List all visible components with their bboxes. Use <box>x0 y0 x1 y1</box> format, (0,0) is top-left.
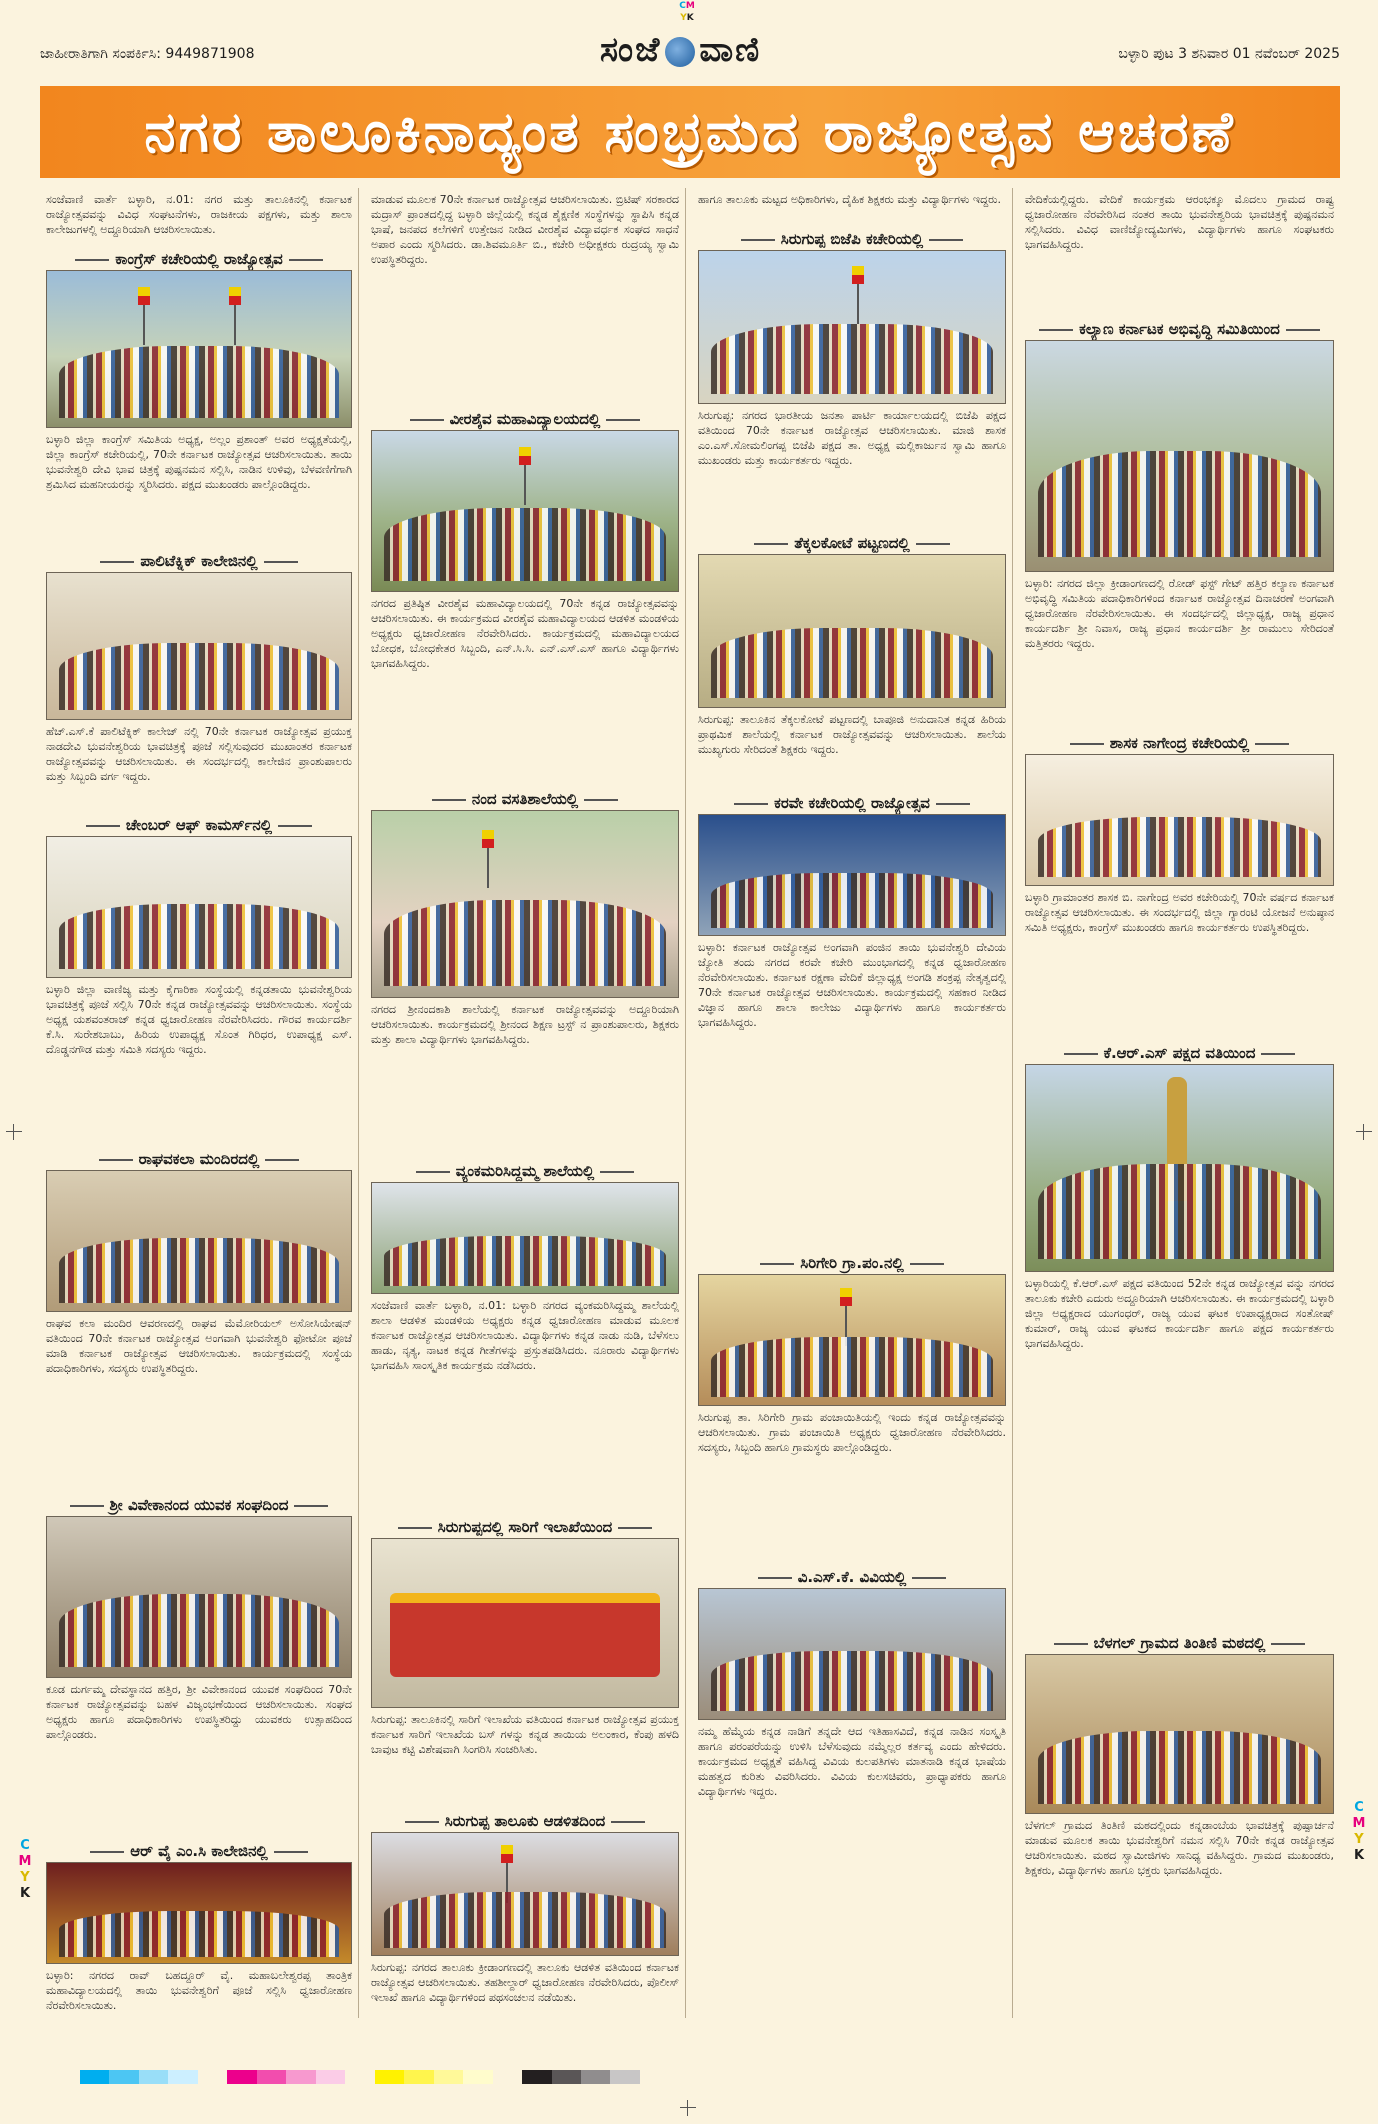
event-photo <box>698 814 1006 936</box>
event-photo <box>1025 1064 1334 1272</box>
column-1 <box>40 188 359 2018</box>
event-photo <box>698 554 1006 708</box>
people-group <box>59 904 339 968</box>
article-text: ರಾಘವ ಕಲಾ ಮಂದಿರ ಆವರಣದಲ್ಲಿ ರಾಘವ ಮೆಮೋರಿಯಲ್ ಅಸೋಸಿಯೇಷನ್ ವತಿಯಿಂದ 70ನೇ ಕರ್ನಾಟಕ ರಾಜ್ಯೋತ್ಸವ ಅಂಗವಾಗಿ ಭುವನೇಶ್ವರಿ ಫೋಟೋ ಪೂಜೆ ಮಾಡಿ ಕರ್ನಾಟಕ ರಾಜ್ಯೋತ್ಸವ ಆಚರಿಸಲಾಯಿತು. ಕಾರ್ಯಕ್ರಮದಲ್ಲಿ ಸಂಸ್ಥೆಯ ಪದಾಧಿಕಾರಿಗಳು, ಸದಸ್ಯರು ಉಪಸ್ಥಿತರಿದ್ದರು. <box>46 1317 352 1375</box>
section-heading: ರಾಘವಕಲಾ ಮಂದಿರದಲ್ಲಿ <box>46 1150 352 1168</box>
people-group <box>384 1236 666 1287</box>
event-photo <box>1025 340 1334 572</box>
event-photo <box>46 572 352 720</box>
masthead <box>40 28 1340 82</box>
event-photo <box>46 1516 352 1678</box>
event-photo <box>371 1832 679 1956</box>
flag-icon <box>138 287 150 305</box>
people-group <box>384 900 666 986</box>
dateline: ಬಳ್ಳಾರಿ ಪುಟ 3 ಶನಿವಾರ 01 ನವೆಂಬರ್ 2025 <box>1118 46 1340 62</box>
event-photo <box>371 1182 679 1294</box>
section-heading: ಕೆ.ಆರ್.ಎಸ್ ಪಕ್ಷದ ವತಿಯಿಂದ <box>1025 1044 1334 1062</box>
flag-icon <box>852 266 864 284</box>
section-heading: ವಿ.ಎಸ್.ಕೆ. ವಿವಿಯಲ್ಲಿ <box>698 1568 1006 1586</box>
section-heading: ಸಿರಿಗೇರಿ ಗ್ರಾ.ಪಂ.ನಲ್ಲಿ <box>698 1254 1006 1272</box>
event-photo <box>46 270 352 428</box>
event-photo <box>698 1274 1006 1406</box>
people-group <box>59 1238 339 1302</box>
people-group <box>711 324 993 394</box>
people-group <box>59 643 339 710</box>
event-photo <box>46 836 352 978</box>
flag-icon <box>229 287 241 305</box>
flag-icon <box>840 1288 852 1306</box>
section-heading: ಕಲ್ಯಾಣ ಕರ್ನಾಟಕ ಅಭಿವೃದ್ಧಿ ಸಮಿತಿಯಿಂದ <box>1025 320 1334 338</box>
event-photo <box>698 250 1006 404</box>
decorated-bus <box>390 1593 659 1677</box>
article-text: ನಗರದ ಪ್ರತಿಷ್ಠಿತ ವೀರಶೈವ ಮಹಾವಿದ್ಯಾಲಯದಲ್ಲಿ 70ನೇ ಕನ್ನಡ ರಾಜ್ಯೋತ್ಸವವನ್ನು ಆಚರಿಸಲಾಯಿತು. ಈ ಕಾರ್ಯಕ್ರಮದ ವೀರಶೈವ ಮಹಾವಿದ್ಯಾಲಯದ ಆಡಳಿತ ಮಂಡಳಿಯ ಅಧ್ಯಕ್ಷರು ಧ್ವಜಾರೋಹಣ ನೆರವೇರಿಸಿದರು. ಕಾರ್ಯಕ್ರಮದಲ್ಲಿ ಮಹಾವಿದ್ಯಾಲಯದ ಬೋಧಕ, ಬೋಧಕೇತರ ಸಿಬ್ಬಂದಿ, ಎನ್.ಸಿ.ಸಿ. ಎನ್.ಎಸ್.ಎಸ್ ಹಾಗೂ ವಿದ್ಯಾರ್ಥಿಗಳು ಭಾಗವಹಿಸಿದ್ದರು. <box>371 597 679 670</box>
people-group <box>59 346 339 418</box>
event-photo <box>46 1170 352 1312</box>
event-photo <box>1025 754 1334 886</box>
flag-icon <box>519 447 531 465</box>
section-heading: ನಂದ ವಸತಿಶಾಲೆಯಲ್ಲಿ <box>371 790 679 808</box>
people-group <box>711 1337 993 1397</box>
column-2 <box>365 188 686 2018</box>
article-text: ಸಿರುಗುಪ್ಪ: ತಾಲೂಕಿನಲ್ಲಿ ಸಾರಿಗೆ ಇಲಾಖೆಯ ವತಿಯಿಂದ ಕರ್ನಾಟಕ ರಾಜ್ಯೋತ್ಸವ ಪ್ರಯುಕ್ತ ಕರ್ನಾಟಕ ಸಾರಿಗೆ ಇಲಾಖೆಯ ಬಸ್ ಗಳನ್ನು ಕನ್ನಡ ತಾಯಿಯ ಅಲಂಕಾರ, ಕೆಂಪು ಹಳದಿ ಬಾವುಟ ಕಟ್ಟಿ ವಿಶೇಷವಾಗಿ ಸಿಂಗರಿಸಿ ಸಂಚರಿಸಿತು. <box>371 1713 679 1756</box>
people-group <box>1038 817 1320 877</box>
article-text: ಬಳ್ಳಾರಿ ಜಿಲ್ಲಾ ಕಾಂಗ್ರೆಸ್ ಸಮಿತಿಯ ಅಧ್ಯಕ್ಷ, ಅಲ್ಲಂ ಪ್ರಶಾಂತ್ ಅವರ ಅಧ್ಯಕ್ಷತೆಯಲ್ಲಿ, ಜಿಲ್ಲಾ ಕಾಂಗ್ರೆಸ್ ಕಚೇರಿಯಲ್ಲಿ, 70ನೇ ಕರ್ನಾಟಕ ರಾಜ್ಯೋತ್ಸವ ಆಚರಿಸಲಾಯಿತು. ತಾಯಿ ಭುವನೇಶ್ವರಿ ದೇವಿ ಭಾವ ಚಿತ್ರಕ್ಕೆ ಪುಷ್ಪನಮನ ಸಲ್ಲಿಸಿ, ನಾಡಿನ ಉಳಿವು, ಬೆಳವಣಿಗೆಗಾಗಿ ಶ್ರಮಿಸಿದ ಮಹನೀಯರನ್ನು ಸ್ಮರಿಸಿದರು. ಪಕ್ಷದ ಮುಖಂಡರು ಪಾಲ್ಗೊಂಡಿದ್ದರು. <box>46 433 352 491</box>
column-4 <box>1019 188 1340 2018</box>
article-text: ಹೆಚ್.ಎಸ್.ಕೆ ಪಾಲಿಟೆಕ್ನಿಕ್ ಕಾಲೇಜ್ ನಲ್ಲಿ 70ನೇ ಕರ್ನಾಟಕ ರಾಜ್ಯೋತ್ಸವ ಪ್ರಯುಕ್ತ ನಾಡದೇವಿ ಭುವನೇಶ್ವರಿಯ ಭಾವಚಿತ್ರಕ್ಕೆ ಪೂಜೆ ಸಲ್ಲಿಸುವುದರ ಮುಖಾಂತರ ಕರ್ನಾಟಕ ರಾಜ್ಯೋತ್ಸವವನ್ನು ಆಚರಿಸಲಾಯಿತು. ಈ ಸಂದರ್ಭದಲ್ಲಿ ಕಾಲೇಜಿನ ಪ್ರಾಂಶುಪಾಲರು ಮತ್ತು ಸಿಬ್ಬಂದಿ ವರ್ಗ ಇದ್ದರು. <box>46 725 352 783</box>
people-group <box>711 628 993 698</box>
article-text: ಸಿರುಗುಪ್ಪ ತಾ. ಸಿರಿಗೇರಿ ಗ್ರಾಮ ಪಂಚಾಯಿತಿಯಲ್ಲಿ ಇಂದು ಕನ್ನಡ ರಾಜ್ಯೋತ್ಸವವನ್ನು ಆಚರಿಸಲಾಯಿತು. ಗ್ರಾಮ ಪಂಚಾಯಿತಿ ಅಧ್ಯಕ್ಷರು ಧ್ವಜಾರೋಹಣ ನೆರವೇರಿಸಿದರು. ಸದಸ್ಯರು, ಸಿಬ್ಬಂದಿ ಹಾಗೂ ಗ್ರಾಮಸ್ಥರು ಪಾಲ್ಗೊಂಡಿದ್ದರು. <box>698 1411 1006 1454</box>
section-heading: ಕರವೇ ಕಚೇರಿಯಲ್ಲಿ ರಾಜ್ಯೋತ್ಸವ <box>698 794 1006 812</box>
article-text: ಬಳ್ಳಾರಿ ಜಿಲ್ಲಾ ವಾಣಿಜ್ಯ ಮತ್ತು ಕೈಗಾರಿಕಾ ಸಂಸ್ಥೆಯಲ್ಲಿ ಕನ್ನಡತಾಯಿ ಭುವನೇಶ್ವರಿಯ ಭಾವಚಿತ್ರಕ್ಕೆ ಪೂಜೆ ಸಲ್ಲಿಸಿ 70ನೇ ಕನ್ನಡ ರಾಜ್ಯೋತ್ಸವವನ್ನು ಆಚರಿಸಲಾಯಿತು. ಸಂಸ್ಥೆಯ ಅಧ್ಯಕ್ಷ ಯಶವಂತರಾಜ್ ಕನ್ನಡ ಧ್ವಜಾರೋಹಣ ನೆರವೇರಿಸಿದರು. ಗೌರವ ಕಾರ್ಯದರ್ಶಿ ಕೆ.ಸಿ. ಸುರೇಶಬಾಬು, ಹಿರಿಯ ಉಪಾಧ್ಯಕ್ಷ ಸೊಂತ ಗಿರಿಧರ, ಉಪಾಧ್ಯಕ್ಷ ಎಸ್. ದೊಡ್ಡನಗೌಡ ಮತ್ತು ಸಮಿತಿ ಸದಸ್ಯರು ಇದ್ದರು. <box>46 983 352 1056</box>
people-group <box>1038 1731 1320 1804</box>
event-photo <box>698 1588 1006 1720</box>
article-columns <box>40 188 1340 2018</box>
section-heading: ಬೆಳಗಲ್ ಗ್ರಾಮದ ತಿಂತಿಣಿ ಮಠದಲ್ಲಿ <box>1025 1634 1334 1652</box>
section-heading: ಸಿರುಗುಪ್ಪ ತಾಲೂಕು ಆಡಳಿತದಿಂದ <box>371 1812 679 1830</box>
people-group <box>59 1911 339 1957</box>
people-group <box>711 873 993 928</box>
section-heading: ತೆಕ್ಕಲಕೋಟೆ ಪಟ್ಟಣದಲ್ಲಿ <box>698 534 1006 552</box>
globe-icon <box>665 37 695 67</box>
article-text: ನಮ್ಮ ಹೆಮ್ಮೆಯ ಕನ್ನಡ ನಾಡಿಗೆ ತನ್ನದೇ ಆದ ಇತಿಹಾಸವಿದೆ, ಕನ್ನಡ ನಾಡಿನ ಸಂಸ್ಕೃತಿ ಹಾಗೂ ಪರಂಪರೆಯನ್ನು ಉಳಿಸಿ ಬೆಳೆಸುವುದು ನಮ್ಮೆಲ್ಲರ ಕರ್ತವ್ಯ ಎಂದು ಹೇಳಿದರು. ಕಾರ್ಯಕ್ರಮದ ಅಧ್ಯಕ್ಷತೆ ವಹಿಸಿದ್ದ ವಿವಿಯ ಕುಲಪತಿಗಳು ಮಾತನಾಡಿ ಕನ್ನಡ ಭಾಷೆಯ ಮಹತ್ವದ ಕುರಿತು ವಿವರಿಸಿದರು. ವಿವಿಯ ಕುಲಸಚಿವರು, ಪ್ರಾಧ್ಯಾಪಕರು ಹಾಗೂ ವಿದ್ಯಾರ್ಥಿಗಳು ಇದ್ದರು. <box>698 1725 1006 1798</box>
article-text: ಬಳ್ಳಾರಿಯಲ್ಲಿ ಕೆ.ಆರ್.ಎಸ್ ಪಕ್ಷದ ವತಿಯಿಂದ 52ನೇ ಕನ್ನಡ ರಾಜ್ಯೋತ್ಸವ ವನ್ನು ನಗರದ ತಾಲೂಕು ಕಚೇರಿ ಎದುರು ಅದ್ದೂರಿಯಾಗಿ ಆಚರಿಸಲಾಯಿತು. ಈ ಕಾರ್ಯಕ್ರಮದಲ್ಲಿ ಬಳ್ಳಾರಿ ಜಿಲ್ಲಾ ಅಧ್ಯಕ್ಷರಾದ ಯುಗಂಧರ್, ರಾಜ್ಯ ಯುವ ಘಟಕ ಉಪಾಧ್ಯಕ್ಷರಾದ ಸಂತೋಷ್ ಕುಮಾರ್, ರಾಜ್ಯ ಯುವ ಘಟಕದ ಕಾರ್ಯದರ್ಶಿ ಹಾಗೂ ಪಕ್ಷದ ಕಾರ್ಯಕರ್ತರು ಭಾಗವಹಿಸಿದ್ದರು. <box>1025 1277 1334 1350</box>
people-group <box>384 1892 666 1948</box>
color-calibration-strip <box>80 2070 640 2084</box>
section-heading: ಶಾಸಕ ನಾಗೇಂದ್ರ ಕಚೇರಿಯಲ್ಲಿ <box>1025 734 1334 752</box>
section-heading: ಸಿರುಗುಪ್ಪದಲ್ಲಿ ಸಾರಿಗೆ ಇಲಾಖೆಯಿಂದ <box>371 1518 679 1536</box>
people-group <box>711 1651 993 1711</box>
event-photo <box>1025 1654 1334 1814</box>
people-group <box>1038 451 1320 557</box>
column-3 <box>692 188 1013 2018</box>
people-group <box>1038 1164 1320 1259</box>
section-heading: ಪಾಲಿಟೆಕ್ನಿಕ್ ಕಾಲೇಜಿನಲ್ಲಿ <box>46 552 352 570</box>
registration-mark <box>680 2100 696 2116</box>
article-text: ಸಂಜೆವಾಣಿ ವಾರ್ತೆ ಬಳ್ಳಾರಿ, ನ.01: ನಗರ ಮತ್ತು ತಾಲೂಕಿನಲ್ಲಿ ಕರ್ನಾಟಕ ರಾಜ್ಯೋತ್ಸವವನ್ನು ವಿವಿಧ ಸಂಘಟನೆಗಳು, ರಾಜಕೀಯ ಪಕ್ಷಗಳು, ಮತ್ತು ಶಾಲಾ ಕಾಲೇಜುಗಳಲ್ಲಿ ಅದ್ದೂರಿಯಾಗಿ ಆಚರಿಸಲಾಯಿತು. <box>46 193 352 236</box>
section-heading: ವೀರಶೈವ ಮಹಾವಿದ್ಯಾಲಯದಲ್ಲಿ <box>371 410 679 428</box>
article-text: ಬಳ್ಳಾರಿ: ಕರ್ನಾಟಕ ರಾಜ್ಯೋತ್ಸವ ಅಂಗವಾಗಿ ಪಂಜಿನ ತಾಯಿ ಭುವನೇಶ್ವರಿ ದೇವಿಯ ಜ್ಯೋತಿ ತಂದು ನಗರದ ಕರವೇ ಕಚೇರಿ ಮುಂಭಾಗದಲ್ಲಿ ಕನ್ನಡ ಧ್ವಜಾರೋಹಣ ನೆರವೇರಿಸಲಾಯಿತು. ಕರ್ನಾಟಕ ರಕ್ಷಣಾ ವೇದಿಕೆ ಜಿಲ್ಲಾಧ್ಯಕ್ಷ ಅಂಗಡಿ ಶಂಕ್ರಪ್ಪ ನೇತೃತ್ವದಲ್ಲಿ 70ನೇ ಕರ್ನಾಟಕ ರಾಜ್ಯೋತ್ಸವ ಆಚರಿಸಲಾಯಿತು. ಕಾರ್ಯಕ್ರಮದಲ್ಲಿ ಸಹಕಾರ ನೀಡಿದ ವಿಜ್ಞಾನ ಹಾಗೂ ಶಾಲಾ ಕಾಲೇಜು ವಿದ್ಯಾರ್ಥಿಗಳು ಹಾಗೂ ಕಾರ್ಯಕರ್ತರು ಭಾಗವಹಿಸಿದ್ದರು. <box>698 941 1006 1029</box>
article-text: ಹಾಗೂ ತಾಲೂಕು ಮಟ್ಟದ ಅಧಿಕಾರಿಗಳು, ದೈಹಿಕ ಶಿಕ್ಷಕರು ಮತ್ತು ವಿದ್ಯಾರ್ಥಿಗಳು ಇದ್ದರು. <box>698 193 1001 206</box>
article-text: ಬಳ್ಳಾರಿ ಗ್ರಾಮಾಂತರ ಶಾಸಕ ಬಿ. ನಾಗೇಂದ್ರ ಅವರ ಕಚೇರಿಯಲ್ಲಿ 70ನೇ ವರ್ಷದ ಕರ್ನಾಟಕ ರಾಜ್ಯೋತ್ಸವ ಆಚರಿಸಲಾಯಿತು. ಈ ಸಂದರ್ಭದಲ್ಲಿ ಜಿಲ್ಲಾ ಗ್ಯಾರಂಟಿ ಯೋಜನೆ ಅನುಷ್ಠಾನ ಸಮಿತಿ ಅಧ್ಯಕ್ಷರು, ಕಾಂಗ್ರೆಸ್ ಮುಖಂಡರು ಹಾಗೂ ಕಾರ್ಯಕರ್ತರು ಉಪಸ್ಥಿತರಿದ್ದರು. <box>1025 891 1334 934</box>
article-text: ಕೂಡ ದುರ್ಗಮ್ಮ ದೇವಸ್ಥಾನದ ಹತ್ತಿರ, ಶ್ರೀ ವಿವೇಕಾನಂದ ಯುವಕ ಸಂಘದಿಂದ 70ನೇ ಕರ್ನಾಟಕ ರಾಜ್ಯೋತ್ಸವವನ್ನು ಬಹಳ ವಿಜೃಂಭಣೆಯಿಂದ ಆಚರಿಸಲಾಯಿತು. ಸಂಘದ ಅಧ್ಯಕ್ಷರು ಹಾಗೂ ಪದಾಧಿಕಾರಿಗಳು ಉಪಸ್ಥಿತರಿದ್ದು ಯುವಕರು ಉತ್ಸಾಹದಿಂದ ಪಾಲ್ಗೊಂಡರು. <box>46 1683 352 1741</box>
article-text: ಸಿರುಗುಪ್ಪ: ತಾಲೂಕಿನ ತೆಕ್ಕಲಕೋಟೆ ಪಟ್ಟಣದಲ್ಲಿ ಬಾಪೂಜಿ ಅನುದಾನಿತ ಕನ್ನಡ ಹಿರಿಯ ಪ್ರಾಥಮಿಕ ಶಾಲೆಯಲ್ಲಿ ಕರ್ನಾಟಕ ರಾಜ್ಯೋತ್ಸವವನ್ನು ಆಚರಿಸಲಾಯಿತು. ಶಾಲೆಯ ಮುಖ್ಯಗುರು ಸೇರಿದಂತೆ ಶಿಕ್ಷಕರು ಇದ್ದರು. <box>698 713 1006 756</box>
article-text: ಬಳ್ಳಾರಿ: ನಗರದ ಜಿಲ್ಲಾ ಕ್ರೀಡಾಂಗಣದಲ್ಲಿ ರೋಡ್ ಫಸ್ಟ್ ಗೇಟ್ ಹತ್ತಿರ ಕಲ್ಯಾಣ ಕರ್ನಾಟಕ ಅಭಿವೃದ್ಧಿ ಸಮಿತಿಯ ಪದಾಧಿಕಾರಿಗಳಿಂದ ಕರ್ನಾಟಕ ರಾಜ್ಯೋತ್ಸವ ದಿನಾಚರಣೆ ಅಂಗವಾಗಿ ಧ್ವಜಾರೋಹಣ ನೆರವೇರಿಸಲಾಯಿತು. ಈ ಸಂದರ್ಭದಲ್ಲಿ ಜಿಲ್ಲಾಧ್ಯಕ್ಷ, ರಾಜ್ಯ ಪ್ರಧಾನ ಕಾರ್ಯದರ್ಶಿ ಶ್ರೀ ನಿವಾಸ, ರಾಜ್ಯ ಪ್ರಧಾನ ಕಾರ್ಯದರ್ಶಿ ಶ್ರೀ ರಾಮುಲು ಸೇರಿದಂತೆ ಮತ್ತಿತರರು ಇದ್ದರು. <box>1025 577 1334 650</box>
flag-icon <box>482 830 494 848</box>
section-heading: ಶ್ರೀ ವಿವೇಕಾನಂದ ಯುವಕ ಸಂಘದಿಂದ <box>46 1496 352 1514</box>
event-photo <box>46 1862 352 1964</box>
cmyk-mark-left: C M Y K <box>18 1838 32 1901</box>
article-text: ಸಿರುಗುಪ್ಪ: ನಗರದ ತಾಲೂಕು ಕ್ರೀಡಾಂಗಣದಲ್ಲಿ ತಾಲೂಕು ಆಡಳಿತ ವತಿಯಿಂದ ಕರ್ನಾಟಕ ರಾಜ್ಯೋತ್ಸವ ಆಚರಿಸಲಾಯಿತು. ತಹಶೀಲ್ದಾರ್ ಧ್ವಜಾರೋಹಣ ನೆರವೇರಿಸಿದರು, ಪೊಲೀಸ್ ಇಲಾಖೆ ಹಾಗೂ ವಿದ್ಯಾರ್ಥಿಗಳಿಂದ ಪಥಸಂಚಲನ ನಡೆಯಿತು. <box>371 1961 679 2004</box>
people-group <box>59 1594 339 1668</box>
section-heading: ವ್ಯಂಕಮರಿಸಿದ್ದಮ್ಮ ಶಾಲೆಯಲ್ಲಿ <box>371 1162 679 1180</box>
registration-mark <box>1356 1124 1372 1140</box>
article-text: ವೇದಿಕೆಯಲ್ಲಿದ್ದರು. ವೇದಿಕೆ ಕಾರ್ಯಕ್ರಮ ಆರಂಭಕ್ಕೂ ಮೊದಲು ಗ್ರಾಮದ ರಾಷ್ಟ್ರ ಧ್ವಜಾರೋಹಣ ನೆರವೇರಿಸಿದ ನಂತರ ತಾಯಿ ಭುವನೇಶ್ವರಿಯ ಭಾವಚಿತ್ರಕ್ಕೆ ಪುಷ್ಪನಮನ ಸಲ್ಲಿಸಿದರು. ವಿವಿಧ ವಾಣಿಜ್ಯೋದ್ಯಮಿಗಳು, ವಿದ್ಯಾರ್ಥಿಗಳು ಹಾಗೂ ಸಂಘಟಕರು ಭಾಗವಹಿಸಿದ್ದರು. <box>1025 193 1334 251</box>
article-text: ಸಂಜೆವಾಣಿ ವಾರ್ತೆ ಬಳ್ಳಾರಿ, ನ.01: ಬಳ್ಳಾರಿ ನಗರದ ವ್ಯಂಕಮರಿಸಿದ್ದಮ್ಮ ಶಾಲೆಯಲ್ಲಿ ಶಾಲಾ ಆಡಳಿತ ಮಂಡಳಿಯ ಅಧ್ಯಕ್ಷರು ಕನ್ನಡ ಧ್ವಜಾರೋಹಣ ಮಾಡುವ ಮೂಲಕ ಕರ್ನಾಟಕ ರಾಜ್ಯೋತ್ಸವ ಆಚರಿಸಲಾಯಿತು. ವಿದ್ಯಾರ್ಥಿಗಳು ಕನ್ನಡ ನಾಡು ನುಡಿ, ಬೆಳೆಸಲು ಹಾಡು, ನೃತ್ಯ, ನಾಟಕ ಕನ್ನಡ ಗೀತೆಗಳನ್ನು ಪ್ರಸ್ತುತಪಡಿಸಿದರು. ನೂರಾರು ವಿದ್ಯಾರ್ಥಿಗಳು ಭಾಗವಹಿಸಿ ಸಾಂಸ್ಕೃತಿಕ ಕಾರ್ಯಕ್ರಮ ನಡೆಸಿದರು. <box>371 1299 679 1372</box>
ad-contact: ಜಾಹೀರಾತಿಗಾಗಿ ಸಂಪರ್ಕಿಸಿ: 9449871908 <box>40 46 255 62</box>
article-text: ಮಾಡುವ ಮೂಲಕ 70ನೇ ಕರ್ನಾಟಕ ರಾಜ್ಯೋತ್ಸವ ಆಚರಿಸಲಾಯಿತು. ಬ್ರಿಟಿಷ್ ಸರಕಾರದ ಮದ್ರಾಸ್ ಪ್ರಾಂತದಲ್ಲಿದ್ದ ಬಳ್ಳಾರಿ ಜಿಲ್ಲೆಯಲ್ಲಿ ಕನ್ನಡ ಶೈಕ್ಷಣಿಕ ಸಂಸ್ಥೆಗಳನ್ನು ಸ್ಥಾಪಿಸಿ ಕನ್ನಡ ಭಾಷೆ, ಜನಪದ ಕಲೆಗಳಿಗೆ ಉತ್ತೇಜನ ನೀಡಿದ ವೀರಶೈವ ವಿದ್ಯಾವರ್ಧಕ ಸಂಘದ ಸಾಧನೆ ಅಪಾರ ಎಂದು ಸ್ಮರಿಸಿದರು. ಡಾ.ಶಿವಮೂರ್ತಿ ಬಿ., ಕಚೇರಿ ಅಧೀಕ್ಷಕರು ರುದ್ರಯ್ಯ ಸ್ವಾಮಿ ಉಪಸ್ಥಿತರಿದ್ದರು. <box>371 193 679 266</box>
event-photo <box>371 810 679 998</box>
section-heading: ಆರ್ ವೈ ಎಂ.ಸಿ ಕಾಲೇಜಿನಲ್ಲಿ <box>46 1842 352 1860</box>
registration-mark <box>6 1124 22 1140</box>
section-heading: ಸಿರುಗುಪ್ಪ ಬಿಜೆಪಿ ಕಚೇರಿಯಲ್ಲಿ <box>698 230 1006 248</box>
flag-icon <box>501 1845 513 1863</box>
cmyk-mark-top: CM YK <box>679 1 695 23</box>
article-text: ಬಳ್ಳಾರಿ: ನಗರದ ರಾವ್ ಬಹದ್ದೂರ್ ವೈ. ಮಹಾಬಲೇಶ್ವರಪ್ಪ ತಾಂತ್ರಿಕ ಮಹಾವಿದ್ಯಾಲಯದಲ್ಲಿ ತಾಯಿ ಭುವನೇಶ್ವರಿಗೆ ಪೂಜೆ ಸಲ್ಲಿಸಿ ಧ್ವಜಾರೋಹಣ ನೆರವೇರಿಸಲಾಯಿತು. <box>46 1969 352 2012</box>
people-group <box>384 508 666 582</box>
bus-photo <box>371 1538 679 1708</box>
article-text: ಬೆಳಗಲ್ ಗ್ರಾಮದ ತಿಂತಿಣಿ ಮಠದಲ್ಲಿಂದು ಕನ್ನಡಾಂಬೆಯ ಭಾವಚಿತ್ರಕ್ಕೆ ಪುಷ್ಪಾರ್ಚನೆ ಮಾಡುವ ಮೂಲಕ ತಾಯಿ ಭುವನೇಶ್ವರಿಗೆ ನಮನ ಸಲ್ಲಿಸಿ 70ನೇ ಕನ್ನಡ ರಾಜ್ಯೋತ್ಸವ ಆಚರಿಸಲಾಯಿತು. ಮಠದ ಸ್ವಾಮೀಜಿಗಳು ಸಾನಿಧ್ಯ ವಹಿಸಿದ್ದರು. ಗ್ರಾಮದ ಮುಖಂಡರು, ಶಿಕ್ಷಕರು, ವಿದ್ಯಾರ್ಥಿಗಳು ಹಾಗೂ ಭಕ್ತರು ಭಾಗವಹಿಸಿದ್ದರು. <box>1025 1819 1334 1877</box>
newspaper-logo: ಸಂಜೆ ವಾಣಿ <box>600 30 762 70</box>
section-heading: ಕಾಂಗ್ರೆಸ್ ಕಚೇರಿಯಲ್ಲಿ ರಾಜ್ಯೋತ್ಸವ <box>46 250 352 268</box>
article-text: ನಗರದ ಶ್ರೀನಂದಕಾಶಿ ಶಾಲೆಯಲ್ಲಿ ಕರ್ನಾಟಕ ರಾಜ್ಯೋತ್ಸವವನ್ನು ಅದ್ದೂರಿಯಾಗಿ ಆಚರಿಸಲಾಯಿತು. ಕಾರ್ಯಕ್ರಮದಲ್ಲಿ ಶ್ರೀನಂದ ಶಿಕ್ಷಣ ಟ್ರಸ್ಟ್ ನ ಪ್ರಾಂಶುಪಾಲರು, ಶಿಕ್ಷಕರು ಮತ್ತು ಶಾಲಾ ವಿದ್ಯಾರ್ಥಿಗಳು ಭಾಗವಹಿಸಿದ್ದರು. <box>371 1003 679 1046</box>
event-photo <box>371 430 679 592</box>
cmyk-mark-right: C M Y K <box>1352 1800 1366 1863</box>
section-heading: ಚೇಂಬರ್ ಆಫ್ ಕಾಮರ್ಸ್‌ನಲ್ಲಿ <box>46 816 352 834</box>
headline-banner <box>40 86 1340 178</box>
page-headline: ನಗರ ತಾಲೂಕಿನಾದ್ಯಂತ ಸಂಭ್ರಮದ ರಾಜ್ಯೋತ್ಸವ ಆಚರಣೆ <box>144 98 1236 165</box>
article-text: ಸಿರುಗುಪ್ಪ: ನಗರದ ಭಾರತೀಯ ಜನತಾ ಪಾರ್ಟಿ ಕಾರ್ಯಾಲಯದಲ್ಲಿ ಬಿಜೆಪಿ ಪಕ್ಷದ ವತಿಯಿಂದ 70ನೇ ಕರ್ನಾಟಕ ರಾಜ್ಯೋತ್ಸವ ಆಚರಿಸಲಾಯಿತು. ಮಾಜಿ ಶಾಸಕ ಎಂ.ಎಸ್.ಸೋಮಲಿಂಗಪ್ಪ ಬಿಜೆಪಿ ಪಕ್ಷದ ತಾ. ಅಧ್ಯಕ್ಷ ಮಲ್ಲಿಕಾರ್ಜುನ ಸ್ವಾಮಿ ಹಾಗೂ ಮುಖಂಡರು ಮತ್ತು ಕಾರ್ಯಕರ್ತರು ಇದ್ದರು. <box>698 409 1006 467</box>
